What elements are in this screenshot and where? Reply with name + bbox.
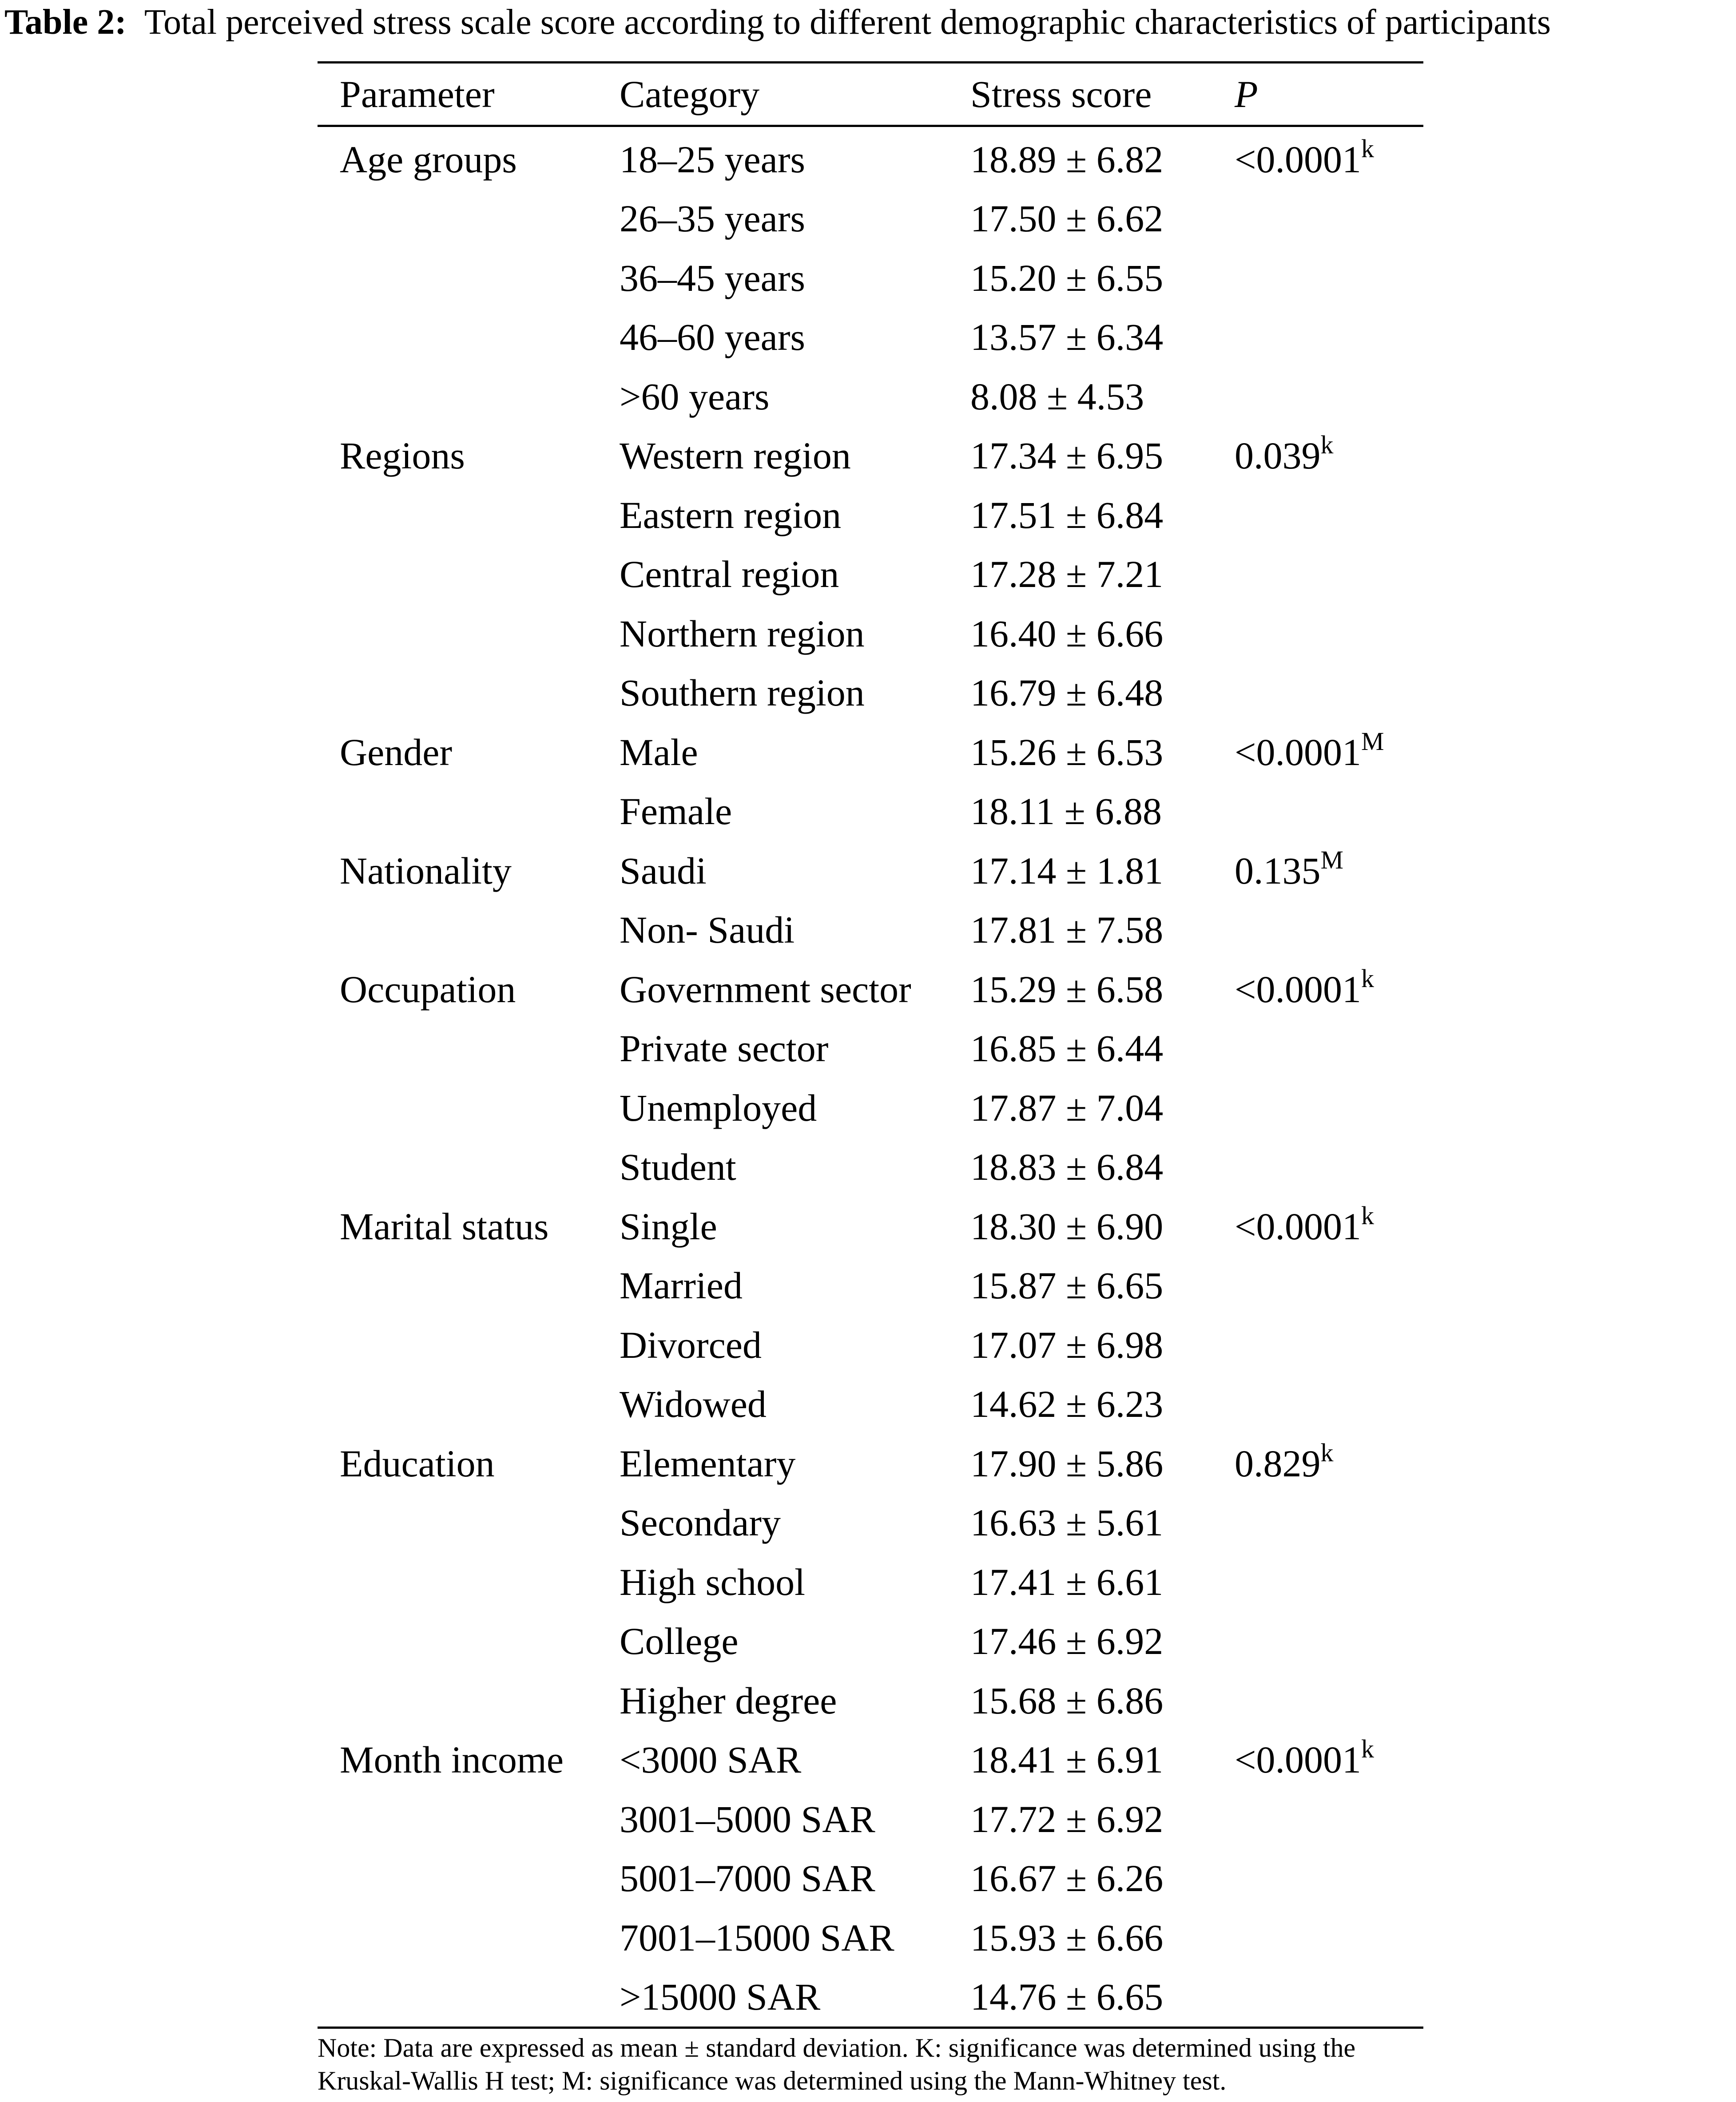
cell-parameter	[318, 604, 597, 663]
test-marker: k	[1320, 430, 1334, 460]
cell-stress-score: 14.76 ± 6.65	[970, 1975, 1164, 2019]
cell-stress-score: 17.90 ± 5.86	[970, 1442, 1164, 1485]
test-marker: M	[1361, 726, 1384, 756]
cell-stress-score: 16.79 ± 6.48	[970, 671, 1164, 714]
cell-category: 7001–15000 SAR	[620, 1916, 894, 1959]
cell-parameter	[318, 367, 597, 426]
table-row	[318, 367, 1423, 426]
cell-category: High school	[620, 1560, 806, 1603]
cell-parameter	[318, 1138, 597, 1197]
cell-parameter	[318, 308, 597, 367]
cell-parameter	[318, 545, 597, 604]
table-caption	[4, 0, 1734, 44]
cell-p-value	[1190, 1849, 1423, 1908]
cell-p-value	[1190, 1612, 1423, 1671]
cell-category: Married	[620, 1264, 743, 1307]
cell-parameter: Education	[340, 1442, 495, 1485]
cell-category: Eastern region	[620, 493, 842, 536]
p-value-text: <0.0001	[1235, 1738, 1362, 1781]
test-marker: k	[1361, 1201, 1374, 1230]
table-row	[318, 189, 1423, 249]
cell-category: 3001–5000 SAR	[620, 1797, 875, 1840]
cell-stress-score: 18.41 ± 6.91	[970, 1738, 1164, 1781]
cell-category: >60 years	[620, 375, 770, 418]
cell-parameter	[318, 189, 597, 249]
cell-p-value	[1190, 1138, 1423, 1197]
cell-parameter	[318, 1671, 597, 1730]
table-row	[318, 1908, 1423, 1967]
cell-category: Elementary	[620, 1442, 796, 1485]
table-row	[318, 1612, 1423, 1671]
cell-category: Government sector	[620, 968, 911, 1011]
table-row	[318, 1019, 1423, 1079]
cell-parameter	[318, 1019, 597, 1079]
cell-p-value	[1190, 248, 1423, 308]
cell-parameter: Marital status	[340, 1205, 549, 1248]
p-value-text: 0.039	[1235, 434, 1321, 477]
table-row	[318, 604, 1423, 663]
header-parameter: Parameter	[340, 73, 495, 115]
cell-p-value	[1190, 604, 1423, 663]
cell-category: Widowed	[620, 1383, 767, 1426]
table-row	[318, 900, 1423, 960]
cell-category: Higher degree	[620, 1679, 837, 1722]
cell-p-value	[1190, 126, 1423, 189]
p-value-text: <0.0001	[1235, 968, 1362, 1011]
cell-category: 26–35 years	[620, 197, 805, 240]
p-value-text: <0.0001	[1235, 138, 1362, 181]
cell-p-value	[1190, 1019, 1423, 1079]
cell-parameter	[318, 1908, 597, 1967]
cell-category: Saudi	[620, 849, 707, 892]
cell-stress-score: 17.14 ± 1.81	[970, 849, 1164, 892]
cell-p-value	[1190, 663, 1423, 723]
cell-parameter: Occupation	[340, 968, 516, 1011]
cell-parameter	[318, 248, 597, 308]
cell-p-value	[1190, 308, 1423, 367]
cell-parameter	[318, 1552, 597, 1612]
cell-stress-score: 15.20 ± 6.55	[970, 256, 1164, 299]
header-p-value: P	[1235, 73, 1258, 115]
cell-stress-score: 17.81 ± 7.58	[970, 908, 1164, 952]
cell-category: 46–60 years	[620, 316, 805, 359]
table-row	[318, 248, 1423, 308]
cell-parameter	[318, 1967, 597, 2028]
cell-p-value	[1190, 900, 1423, 960]
table-row	[318, 1434, 1423, 1493]
cell-p-value	[1190, 367, 1423, 426]
cell-p-value	[1190, 1256, 1423, 1316]
table-row	[318, 782, 1423, 841]
test-marker: k	[1320, 1438, 1334, 1467]
table-row	[318, 1375, 1423, 1434]
cell-stress-score: 17.50 ± 6.62	[970, 197, 1164, 240]
cell-category: Female	[620, 790, 732, 833]
header-category: Category	[620, 73, 760, 115]
cell-parameter	[318, 1375, 597, 1434]
cell-stress-score: 13.57 ± 6.34	[970, 316, 1164, 359]
cell-stress-score: 8.08 ± 4.53	[970, 375, 1144, 418]
header-stress-score: Stress score	[970, 73, 1152, 115]
cell-p-value	[1190, 1197, 1423, 1256]
table-row	[318, 1849, 1423, 1908]
cell-stress-score: 17.41 ± 6.61	[970, 1560, 1164, 1603]
table-row	[318, 1552, 1423, 1612]
cell-stress-score: 15.93 ± 6.66	[970, 1916, 1164, 1959]
cell-category: Single	[620, 1205, 717, 1248]
cell-p-value	[1190, 1315, 1423, 1375]
cell-category: 5001–7000 SAR	[620, 1857, 875, 1900]
table-row	[318, 1967, 1423, 2028]
cell-stress-score: 16.63 ± 5.61	[970, 1501, 1164, 1544]
table-row	[318, 1493, 1423, 1553]
cell-parameter	[318, 485, 597, 545]
cell-stress-score: 18.30 ± 6.90	[970, 1205, 1164, 1248]
test-marker: k	[1361, 964, 1374, 993]
table-row	[318, 1078, 1423, 1138]
cell-stress-score: 18.83 ± 6.84	[970, 1146, 1164, 1189]
cell-stress-score: 17.07 ± 6.98	[970, 1323, 1164, 1366]
table-row	[318, 1671, 1423, 1730]
cell-p-value	[1190, 960, 1423, 1019]
cell-stress-score: 16.40 ± 6.66	[970, 612, 1164, 655]
cell-category: Divorced	[620, 1323, 762, 1366]
table-row	[318, 1789, 1423, 1849]
cell-parameter: Nationality	[340, 849, 512, 892]
cell-p-value	[1190, 189, 1423, 249]
table-row	[318, 960, 1423, 1019]
stress-score-table	[318, 61, 1423, 2029]
p-value-text: 0.135	[1235, 849, 1321, 892]
cell-parameter: Gender	[340, 730, 453, 773]
table-header-row	[318, 63, 1423, 126]
cell-parameter	[318, 1078, 597, 1138]
cell-stress-score: 14.62 ± 6.23	[970, 1383, 1164, 1426]
cell-category: Non- Saudi	[620, 908, 795, 952]
table-row	[318, 1730, 1423, 1790]
cell-parameter: Regions	[340, 434, 465, 477]
p-value-text: <0.0001	[1235, 730, 1362, 773]
cell-parameter	[318, 663, 597, 723]
table-row	[318, 308, 1423, 367]
cell-parameter	[318, 1256, 597, 1316]
cell-category: 18–25 years	[620, 138, 805, 181]
table-note: Note: Data are expressed as mean ± standard deviation. K: significance was determined using the Kruskal-Wallis H test; M: significance was determined using the Mann-Whitney test.	[318, 2033, 1356, 2095]
cell-category: Student	[620, 1146, 736, 1189]
cell-category: Secondary	[620, 1501, 781, 1544]
table-row	[318, 841, 1423, 900]
test-marker: k	[1361, 1734, 1374, 1764]
cell-p-value	[1190, 1908, 1423, 1967]
test-marker: M	[1320, 845, 1344, 874]
cell-parameter	[318, 1612, 597, 1671]
table-row	[318, 426, 1423, 486]
cell-p-value	[1190, 426, 1423, 486]
cell-p-value	[1190, 1730, 1423, 1790]
caption-label: Table 2:	[4, 3, 127, 42]
cell-stress-score: 17.34 ± 6.95	[970, 434, 1164, 477]
cell-stress-score: 18.89 ± 6.82	[970, 138, 1164, 181]
cell-parameter	[318, 1789, 597, 1849]
p-value-text: 0.829	[1235, 1442, 1321, 1485]
cell-stress-score: 16.67 ± 6.26	[970, 1857, 1164, 1900]
cell-category: Unemployed	[620, 1086, 817, 1129]
cell-p-value	[1190, 1967, 1423, 2028]
cell-category: Western region	[620, 434, 851, 477]
cell-p-value	[1190, 782, 1423, 841]
cell-category: Southern region	[620, 671, 865, 714]
cell-parameter	[318, 1315, 597, 1375]
cell-stress-score: 17.28 ± 7.21	[970, 553, 1164, 596]
cell-category: 36–45 years	[620, 256, 805, 299]
cell-category: Central region	[620, 553, 839, 596]
cell-p-value	[1190, 545, 1423, 604]
cell-stress-score: 17.72 ± 6.92	[970, 1797, 1164, 1840]
cell-stress-score: 15.26 ± 6.53	[970, 730, 1164, 773]
cell-p-value	[1190, 1671, 1423, 1730]
p-value-text: <0.0001	[1235, 1205, 1362, 1248]
table-row	[318, 545, 1423, 604]
table-row	[318, 1138, 1423, 1197]
cell-stress-score: 16.85 ± 6.44	[970, 1027, 1164, 1070]
table-row	[318, 1256, 1423, 1316]
cell-parameter: Month income	[340, 1738, 564, 1781]
cell-parameter	[318, 1849, 597, 1908]
cell-stress-score: 17.87 ± 7.04	[970, 1086, 1164, 1129]
cell-p-value	[1190, 841, 1423, 900]
cell-category: College	[620, 1620, 739, 1663]
cell-stress-score: 18.11 ± 6.88	[970, 790, 1162, 833]
cell-stress-score: 17.51 ± 6.84	[970, 493, 1164, 536]
test-marker: k	[1361, 134, 1374, 163]
cell-p-value	[1190, 1789, 1423, 1849]
table-row	[318, 126, 1423, 189]
caption-text: Total perceived stress scale score according to different demographic characteristics of participants	[144, 3, 1551, 42]
table-row	[318, 485, 1423, 545]
cell-category: <3000 SAR	[620, 1738, 802, 1781]
cell-stress-score: 15.68 ± 6.86	[970, 1679, 1164, 1722]
table-row	[318, 722, 1423, 782]
cell-parameter	[318, 900, 597, 960]
table-body	[318, 126, 1423, 2028]
cell-p-value	[1190, 1552, 1423, 1612]
cell-p-value	[1190, 485, 1423, 545]
cell-p-value	[1190, 1375, 1423, 1434]
cell-category: Male	[620, 730, 698, 773]
table-row	[318, 663, 1423, 723]
cell-p-value	[1190, 722, 1423, 782]
cell-parameter	[318, 782, 597, 841]
cell-stress-score: 17.46 ± 6.92	[970, 1620, 1164, 1663]
cell-p-value	[1190, 1434, 1423, 1493]
cell-parameter	[318, 1493, 597, 1553]
cell-p-value	[1190, 1493, 1423, 1553]
table-row	[318, 1315, 1423, 1375]
cell-stress-score: 15.87 ± 6.65	[970, 1264, 1164, 1307]
table-row	[318, 1197, 1423, 1256]
cell-parameter: Age groups	[340, 138, 517, 181]
data-table	[318, 61, 1423, 2029]
cell-p-value	[1190, 1078, 1423, 1138]
cell-category: Northern region	[620, 612, 865, 655]
cell-category: >15000 SAR	[620, 1975, 821, 2019]
cell-category: Private sector	[620, 1027, 829, 1070]
cell-stress-score: 15.29 ± 6.58	[970, 968, 1164, 1011]
